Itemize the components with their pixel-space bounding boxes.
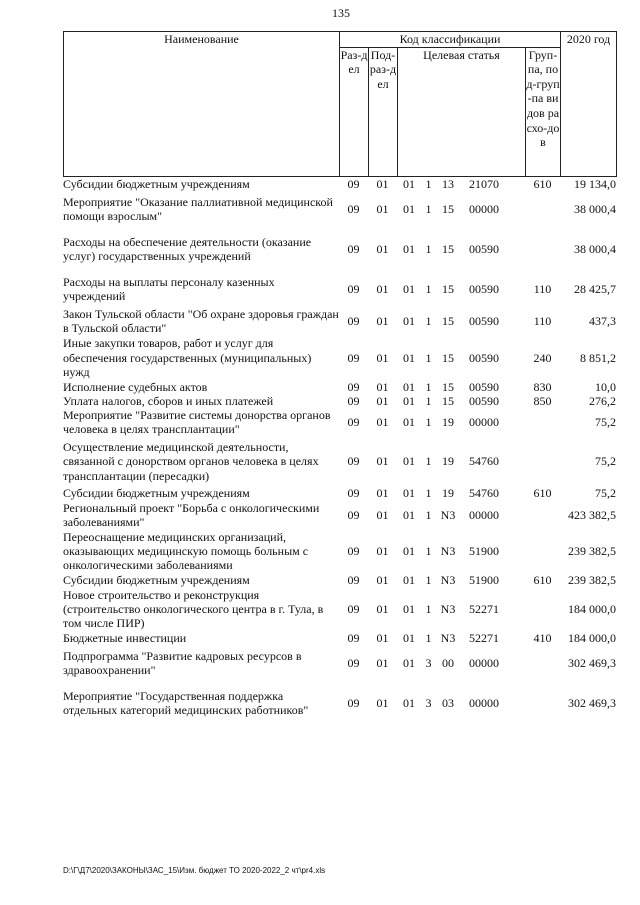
- row-code-pr: 01: [376, 573, 389, 588]
- table-row: [63, 394, 616, 408]
- spacer-cell: [508, 631, 525, 645]
- row-code-b: 1: [425, 242, 432, 257]
- row-amount: 239 382,5: [568, 543, 616, 558]
- row-code-b: 3: [425, 656, 432, 671]
- row-code-c: 19: [442, 415, 454, 430]
- spacer-cell: [508, 307, 525, 335]
- header-name: Наименование: [64, 32, 340, 177]
- header-year: 2020 год: [561, 32, 617, 177]
- row-code-d: 52271: [469, 602, 499, 617]
- row-code-rz: 09: [347, 507, 360, 522]
- row-code-a: 01: [403, 486, 415, 501]
- row-code-c: 19: [442, 486, 454, 501]
- row-code-pr: 01: [376, 314, 389, 329]
- spacer-cell: [508, 408, 525, 436]
- page-number: 135: [332, 6, 350, 20]
- table-row: [63, 587, 616, 631]
- spacer-cell: [508, 191, 525, 227]
- row-code-a: 01: [403, 631, 415, 646]
- row-code-b: 1: [425, 177, 432, 191]
- row-code-vr: 110: [533, 314, 552, 329]
- row-amount: 437,3: [589, 314, 616, 329]
- row-code-d: 54760: [469, 486, 499, 501]
- row-code-rz: 09: [347, 454, 360, 469]
- table-row: [63, 645, 616, 681]
- spacer-cell: [508, 380, 525, 394]
- row-code-rz: 09: [347, 415, 360, 430]
- row-code-c: 15: [442, 379, 454, 394]
- spacer-cell: [508, 587, 525, 631]
- row-code-d: 00000: [469, 415, 499, 430]
- row-code-vr: [525, 681, 560, 725]
- row-name: Мероприятие "Государственная поддержка отдельных категорий медицинских работников": [63, 689, 309, 718]
- row-code-a: 01: [403, 543, 415, 558]
- row-code-a: 01: [403, 656, 415, 671]
- row-code-d: 00590: [469, 350, 499, 365]
- row-code-b: 1: [425, 631, 432, 646]
- row-code-a: 01: [403, 282, 415, 297]
- row-code-vr: [525, 587, 560, 631]
- row-code-a: 01: [403, 696, 415, 711]
- row-code-a: 01: [403, 454, 415, 469]
- header-razdel: Раз-дел: [340, 47, 369, 176]
- budget-table: [63, 177, 616, 725]
- spacer-cell: [508, 645, 525, 681]
- row-code-d: 00590: [469, 282, 499, 297]
- row-amount: 239 382,5: [568, 573, 616, 588]
- row-code-vr: 850: [533, 393, 552, 408]
- row-code-vr: [525, 436, 560, 486]
- row-name: Региональный проект "Борьба с онкологическими заболеваниями": [63, 500, 320, 529]
- row-amount: 10,0: [595, 379, 616, 394]
- row-code-b: 1: [425, 282, 432, 297]
- spacer-cell: [508, 394, 525, 408]
- row-code-a: 01: [403, 393, 415, 408]
- row-code-pr: 01: [376, 393, 389, 408]
- row-code-rz: 09: [347, 314, 360, 329]
- row-name: Иные закупки товаров, работ и услуг для обеспечения государственных (муниципальных) нужд: [63, 336, 312, 379]
- table-row: [63, 529, 616, 573]
- row-code-rz: 09: [347, 602, 360, 617]
- row-code-a: 01: [403, 242, 415, 257]
- row-amount: 19 134,0: [574, 177, 616, 191]
- row-code-vr: 610: [533, 177, 552, 191]
- row-code-b: 1: [425, 415, 432, 430]
- row-code-vr: [525, 501, 560, 529]
- spacer-cell: [508, 486, 525, 500]
- row-amount: 38 000,4: [574, 202, 616, 217]
- row-code-pr: 01: [376, 602, 389, 617]
- row-name: Исполнение судебных актов: [63, 379, 208, 394]
- header-group: Груп-па, под-груп-па видов расхо-дов: [526, 47, 561, 176]
- row-code-d: 00000: [469, 656, 499, 671]
- row-name: Субсидии бюджетным учреждениям: [63, 486, 250, 501]
- row-amount: 423 382,5: [568, 507, 616, 522]
- header-target: Целевая статья: [398, 47, 526, 176]
- row-code-b: 1: [425, 543, 432, 558]
- row-code-pr: 01: [376, 656, 389, 671]
- row-code-d: 00590: [469, 379, 499, 394]
- row-amount: 75,2: [595, 486, 616, 501]
- file-path-footer: D:\Г\Д7\2020\ЗАКОНЫ\ЗАС_15\Изм. бюджет ТО 2020-2022_2 чт\pr4.xls: [63, 866, 326, 875]
- spacer-cell: [508, 501, 525, 529]
- row-amount: 75,2: [595, 454, 616, 469]
- table-row: [63, 573, 616, 587]
- row-code-rz: 09: [347, 350, 360, 365]
- row-code-pr: 01: [376, 507, 389, 522]
- table-row: [63, 436, 616, 486]
- row-code-a: 01: [403, 177, 415, 191]
- row-code-d: 51900: [469, 543, 499, 558]
- row-code-a: 01: [403, 602, 415, 617]
- row-name: Уплата налогов, сборов и иных платежей: [63, 393, 274, 408]
- row-code-pr: 01: [376, 177, 389, 191]
- row-code-rz: 09: [347, 379, 360, 394]
- row-amount: 8 851,2: [580, 350, 616, 365]
- row-name: Субсидии бюджетным учреждениям: [63, 177, 250, 191]
- row-code-vr: [525, 645, 560, 681]
- row-code-pr: 01: [376, 454, 389, 469]
- row-name: Новое строительство и реконструкция (строительство онкологического центра в г. Тула, в том числе ПИР): [63, 587, 324, 631]
- row-amount: 28 425,7: [574, 282, 616, 297]
- row-code-c: 15: [442, 393, 454, 408]
- row-code-b: 1: [425, 202, 432, 217]
- row-code-c: N3: [440, 543, 456, 558]
- row-code-d: 21070: [469, 177, 499, 191]
- table-row: [63, 501, 616, 529]
- row-code-d: 00590: [469, 242, 499, 257]
- row-code-rz: 09: [347, 282, 360, 297]
- row-code-c: 00: [442, 656, 454, 671]
- row-code-a: 01: [403, 573, 415, 588]
- row-code-b: 1: [425, 573, 432, 588]
- row-code-b: 1: [425, 350, 432, 365]
- table-header: [63, 31, 617, 177]
- table-row: [63, 408, 616, 436]
- row-code-rz: 09: [347, 242, 360, 257]
- row-name: Бюджетные инвестиции: [63, 631, 187, 646]
- row-code-d: 00000: [469, 507, 499, 522]
- row-code-c: 15: [442, 350, 454, 365]
- row-code-b: 1: [425, 507, 432, 522]
- table-row: [63, 336, 616, 380]
- row-code-vr: 110: [533, 282, 552, 297]
- row-code-a: 01: [403, 379, 415, 394]
- row-name: Расходы на обеспечение деятельности (оказание услуг) государственных учреждений: [63, 235, 312, 264]
- row-code-c: 15: [442, 202, 454, 217]
- row-code-d: 00590: [469, 393, 499, 408]
- row-code-d: 00000: [469, 696, 499, 711]
- row-code-rz: 09: [347, 573, 360, 588]
- row-code-pr: 01: [376, 696, 389, 711]
- row-code-c: N3: [440, 631, 456, 646]
- row-code-vr: [525, 408, 560, 436]
- spacer-cell: [508, 271, 525, 307]
- table-row: [63, 486, 616, 500]
- row-code-b: 1: [425, 393, 432, 408]
- spacer-cell: [508, 529, 525, 573]
- table-row: [63, 681, 616, 725]
- row-code-rz: 09: [347, 486, 360, 501]
- table-row: [63, 380, 616, 394]
- table-row: [63, 191, 616, 227]
- table-row: [63, 631, 616, 645]
- row-code-a: 01: [403, 350, 415, 365]
- row-amount: 184 000,0: [568, 602, 616, 617]
- row-amount: 302 469,3: [568, 656, 616, 671]
- table-row: [63, 307, 616, 335]
- header-podrazdel: Под-раз-дел: [369, 47, 398, 176]
- row-code-b: 3: [425, 696, 432, 711]
- row-code-d: 00590: [469, 314, 499, 329]
- row-code-pr: 01: [376, 486, 389, 501]
- row-code-pr: 01: [376, 282, 389, 297]
- row-amount: 75,2: [595, 415, 616, 430]
- row-code-c: N3: [440, 602, 456, 617]
- row-amount: 302 469,3: [568, 696, 616, 711]
- row-code-pr: 01: [376, 202, 389, 217]
- row-amount: 38 000,4: [574, 242, 616, 257]
- row-code-c: 19: [442, 454, 454, 469]
- row-name: Расходы на выплаты персоналу казенных учреждений: [63, 275, 275, 304]
- spacer-cell: [508, 227, 525, 271]
- row-name: Мероприятие "Оказание паллиативной медицинской помощи взрослым": [63, 195, 333, 224]
- spacer-cell: [508, 681, 525, 725]
- row-code-rz: 09: [347, 696, 360, 711]
- row-code-d: 54760: [469, 454, 499, 469]
- row-code-pr: 01: [376, 242, 389, 257]
- row-code-c: 13: [442, 177, 454, 191]
- spacer-cell: [508, 436, 525, 486]
- row-code-vr: 830: [533, 379, 552, 394]
- row-code-b: 1: [425, 314, 432, 329]
- row-code-pr: 01: [376, 350, 389, 365]
- row-code-b: 1: [425, 486, 432, 501]
- row-amount: 276,2: [589, 393, 616, 408]
- row-code-vr: 240: [533, 350, 552, 365]
- row-code-a: 01: [403, 314, 415, 329]
- row-code-a: 01: [403, 415, 415, 430]
- header-code: Код классификации: [340, 32, 561, 48]
- row-code-c: 15: [442, 282, 454, 297]
- spacer-cell: [508, 336, 525, 380]
- row-code-vr: [525, 529, 560, 573]
- row-code-rz: 09: [347, 543, 360, 558]
- row-code-d: 52271: [469, 631, 499, 646]
- row-amount: 184 000,0: [568, 631, 616, 646]
- row-code-c: 15: [442, 242, 454, 257]
- row-code-vr: 610: [533, 573, 552, 588]
- row-code-pr: 01: [376, 379, 389, 394]
- row-code-b: 1: [425, 379, 432, 394]
- row-code-d: 00000: [469, 202, 499, 217]
- row-code-vr: 410: [533, 631, 552, 646]
- row-code-c: N3: [440, 507, 456, 522]
- row-code-pr: 01: [376, 543, 389, 558]
- row-name: Мероприятие "Развитие системы донорства органов человека в целях трансплантации": [63, 408, 331, 437]
- row-code-rz: 09: [347, 393, 360, 408]
- row-name: Осуществление медицинской деятельности, связанной с донорством органов человека в целях трансплантации (пересадки): [63, 440, 319, 483]
- table-row: [63, 177, 616, 191]
- row-code-c: 03: [442, 696, 454, 711]
- row-code-a: 01: [403, 507, 415, 522]
- row-name: Субсидии бюджетным учреждениям: [63, 573, 250, 588]
- row-name: Закон Тульской области "Об охране здоровья граждан в Тульской области": [63, 307, 339, 336]
- spacer-cell: [508, 573, 525, 587]
- row-code-pr: 01: [376, 415, 389, 430]
- row-name: Переоснащение медицинских организаций, оказывающих медицинскую помощь больным с онкологическими заболеваниями: [63, 529, 309, 573]
- row-code-pr: 01: [376, 631, 389, 646]
- table-row: [63, 227, 616, 271]
- row-code-vr: [525, 227, 560, 271]
- row-code-vr: [525, 191, 560, 227]
- row-code-c: N3: [440, 573, 456, 588]
- row-code-rz: 09: [347, 177, 360, 191]
- row-code-a: 01: [403, 202, 415, 217]
- row-code-rz: 09: [347, 202, 360, 217]
- table-row: [63, 271, 616, 307]
- row-name: Подпрограмма "Развитие кадровых ресурсов в здравоохранении": [63, 649, 302, 678]
- spacer-cell: [508, 177, 525, 191]
- row-code-d: 51900: [469, 573, 499, 588]
- row-code-b: 1: [425, 454, 432, 469]
- row-code-rz: 09: [347, 656, 360, 671]
- row-code-b: 1: [425, 602, 432, 617]
- row-code-rz: 09: [347, 631, 360, 646]
- row-code-c: 15: [442, 314, 454, 329]
- row-code-vr: 610: [533, 486, 552, 501]
